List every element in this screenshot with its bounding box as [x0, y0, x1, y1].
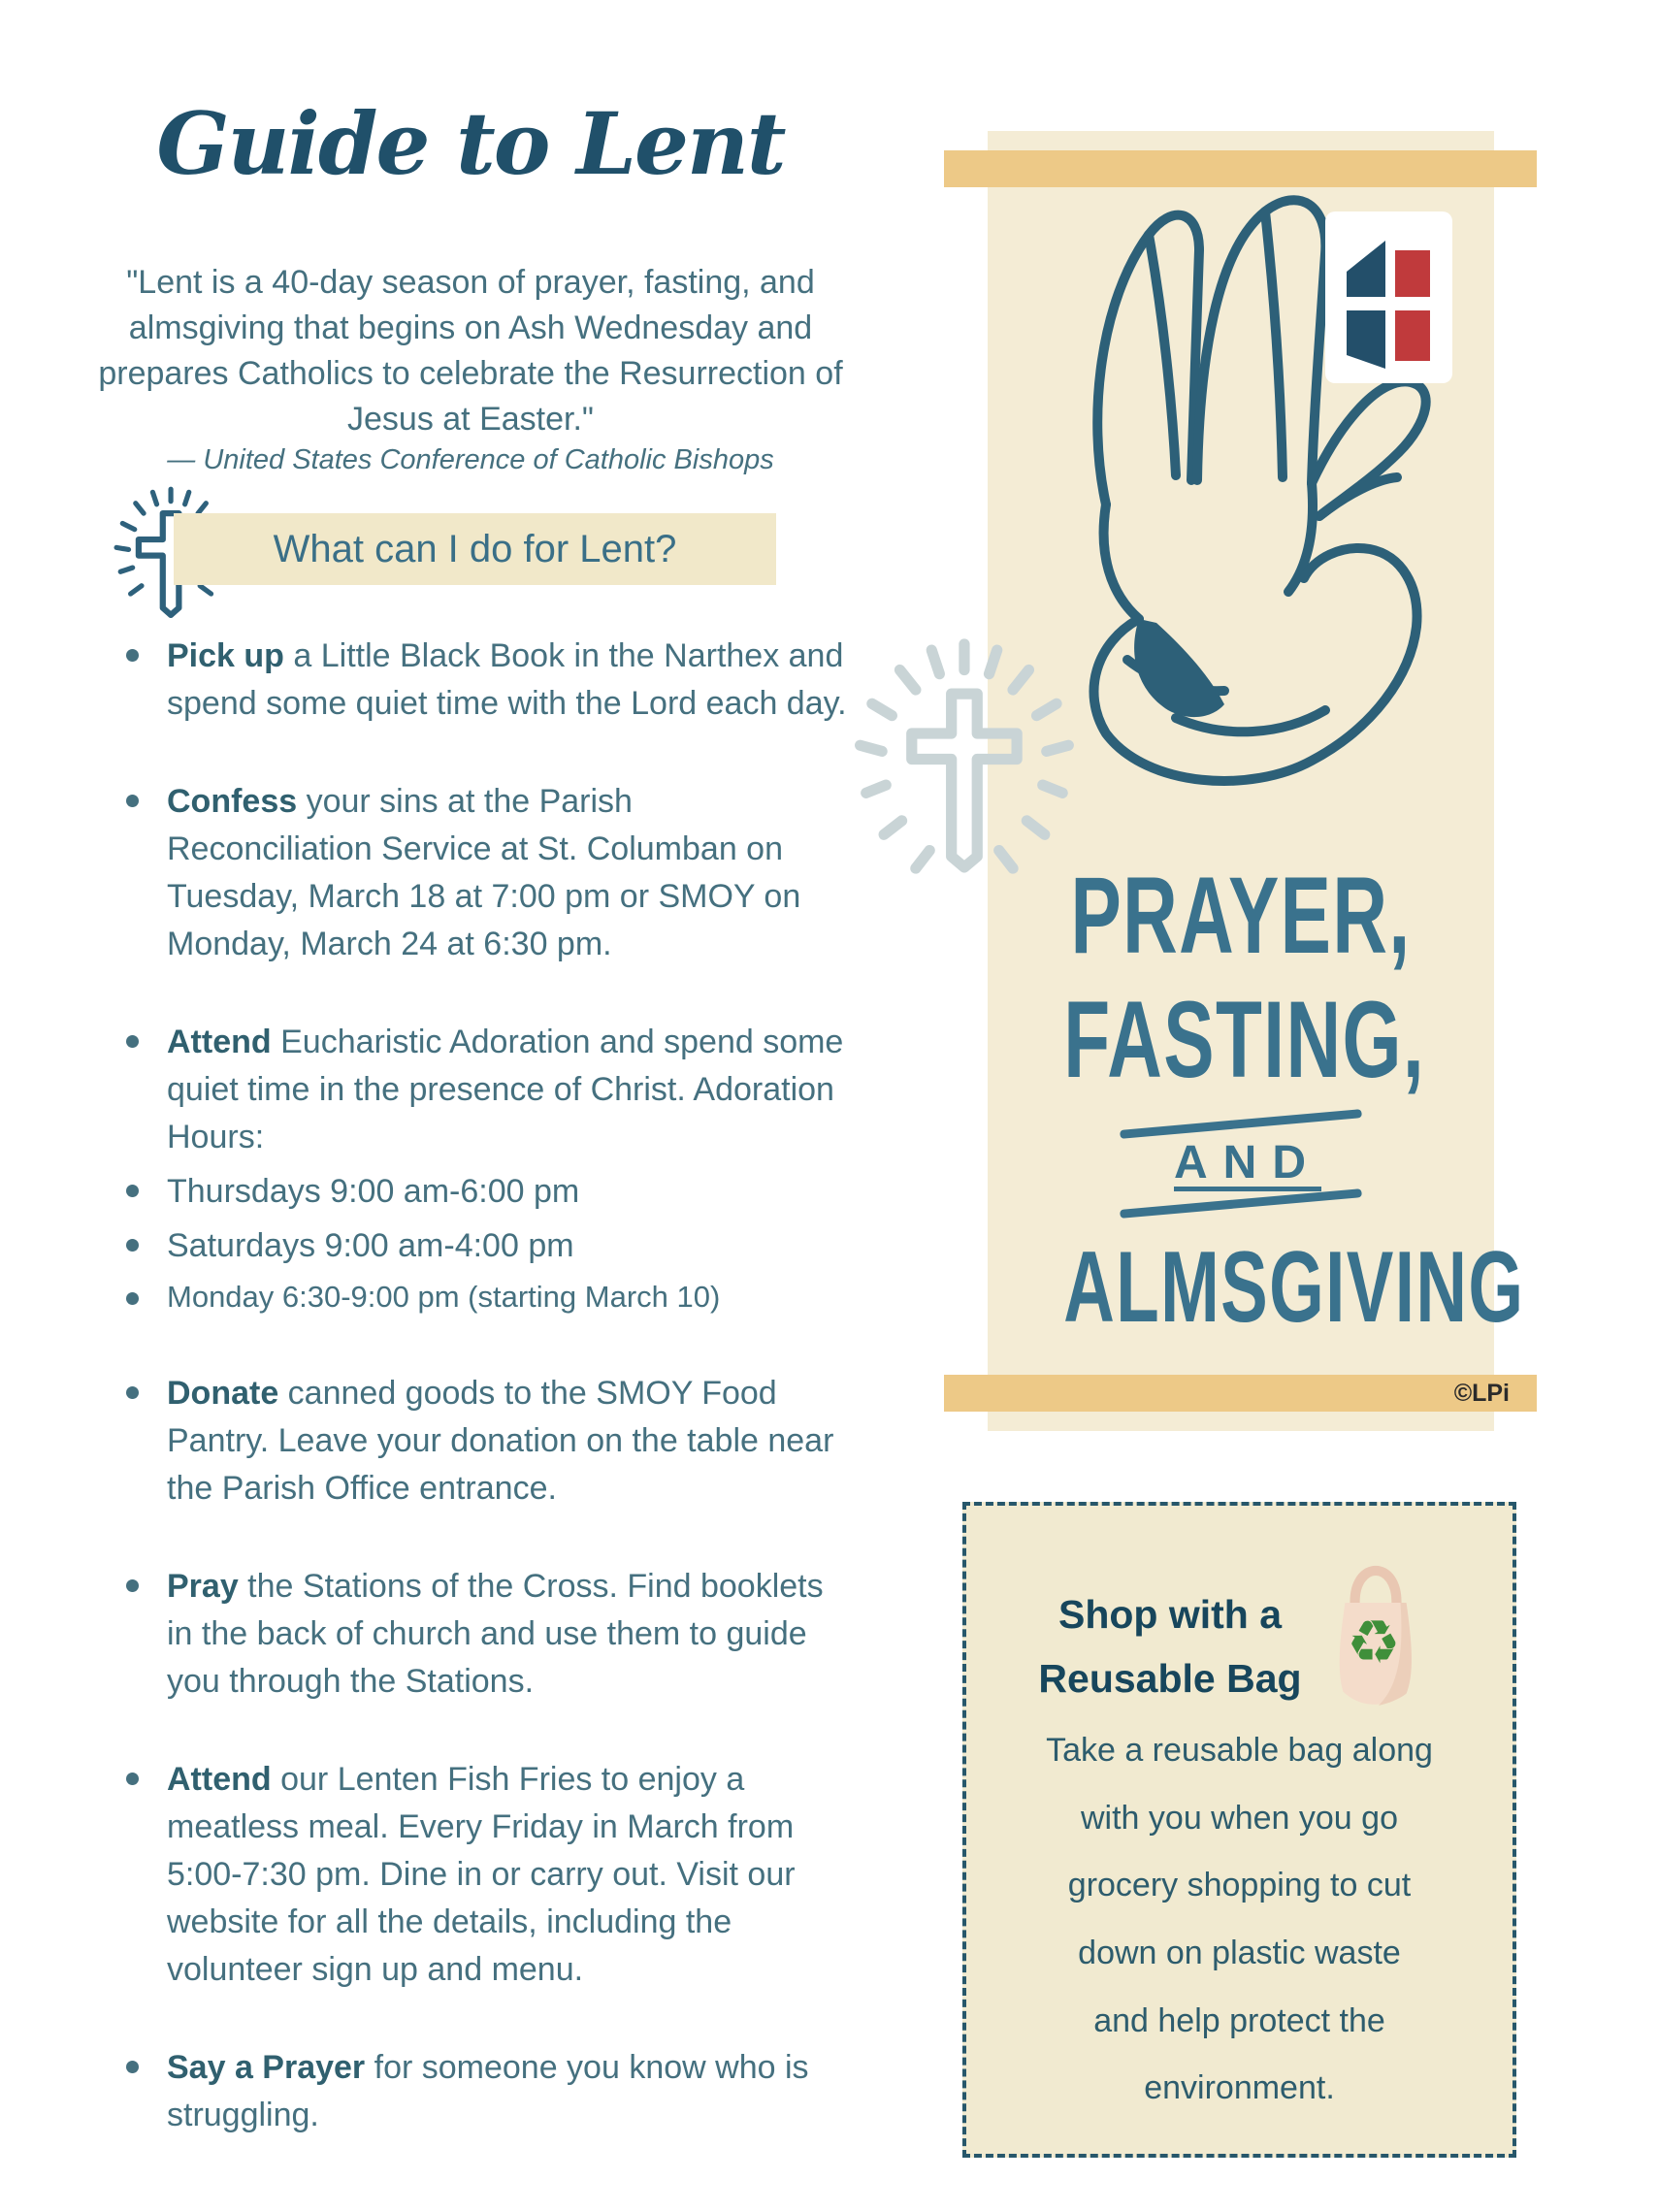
shop-body-line: and help protect the: [1093, 2001, 1385, 2039]
quote-line: almsgiving that begins on Ash Wednesday and: [128, 309, 813, 346]
shop-heading-line: Shop with a: [1057, 1592, 1283, 1637]
banner-word-prayer: PRAYER,: [1070, 855, 1412, 976]
list-item-lead: Pray: [167, 1567, 239, 1605]
list-item-lead: Donate: [167, 1375, 279, 1413]
list-item-text: for someone you know who is struggling.: [167, 2048, 809, 2133]
banner-word-almsgiving: ALMSGIVING: [1063, 1231, 1525, 1344]
list-item: [124, 1276, 847, 1319]
section-banner: What can I do for Lent?: [174, 513, 776, 585]
list-item: [124, 1370, 847, 1513]
list-item-text: canned goods to the SMOY Food Pantry. Leave your donation on the table near the Parish Office entrance.: [167, 1375, 834, 1508]
list-item-text: your sins at the Parish Reconciliation Service at St. Columban on Tuesday, March 18 at 7:00 pm or SMOY on Monday, March 24 at 6:30 pm.: [167, 782, 801, 962]
list-item-text: Eucharistic Adoration and spend some quiet time in the presence of Christ. Adoration Hours:: [167, 1023, 844, 1155]
list-item-text: Saturdays 9:00 am-4:00 pm: [167, 1226, 574, 1264]
list-item-lead: Say a Prayer: [167, 2048, 366, 2086]
list-item-text: our Lenten Fish Fries to enjoy a meatless meal. Every Friday in March from 5:00-7:30 pm. Dine in or carry out. Visit our website for all the details, including the volunteer sign up and menu.: [167, 1760, 796, 1988]
shop-box-body: [966, 1717, 1513, 2123]
list-item-lead: Attend: [167, 1760, 272, 1798]
list-item-text: a Little Black Book in the Narthex and spend some quiet time with the Lord each day.: [167, 637, 847, 722]
list-item-text: the Stations of the Cross. Find booklets in the back of church and use them to guide you through the Stations.: [167, 1567, 824, 1700]
slanted-rule-top: [1120, 1109, 1362, 1139]
quote-line: Jesus at Easter.": [347, 400, 594, 438]
list-item: [124, 1168, 847, 1216]
slanted-rule-bottom: [1120, 1188, 1362, 1219]
reusable-bag-icon: [1321, 1543, 1430, 1722]
recycle-icon: ♻: [1347, 1607, 1401, 1677]
shop-body-line: environment.: [1144, 2069, 1335, 2107]
scroll-banner-text: [988, 855, 1525, 1344]
shop-heading-line: Reusable Bag: [1038, 1655, 1302, 1701]
list-item-lead: Pick up: [167, 637, 284, 674]
page-title: Guide to Lent: [156, 93, 785, 194]
list-item-lead: Attend: [167, 1023, 272, 1060]
scroll-bottom-bar: [944, 1375, 1537, 1412]
lent-quote: [68, 260, 873, 442]
shop-body-line: Take a reusable bag along: [1046, 1732, 1433, 1769]
list-item-lead: Confess: [167, 782, 298, 820]
quote-attribution: — United States Conference of Catholic Bishops: [167, 444, 774, 475]
list-item: [124, 1563, 847, 1706]
church-door-cross-logo: [1325, 211, 1452, 388]
banner-word-fasting: FASTING,: [1063, 979, 1426, 1100]
quote-line: prepares Catholics to celebrate the Resurrection of: [98, 354, 843, 392]
list-item: [124, 1019, 847, 1161]
banner-word-and: AND: [1174, 1137, 1321, 1188]
reusable-bag-callout-box: [962, 1502, 1516, 2158]
shop-body-line: down on plastic waste: [1078, 1935, 1401, 1972]
banner-word-and-group: [1120, 1120, 1362, 1208]
list-item: [124, 1756, 847, 1994]
list-item: [124, 633, 847, 728]
shop-box-heading: [1020, 1583, 1320, 1710]
shop-body-line: grocery shopping to cut: [1067, 1867, 1412, 1904]
list-item: [124, 1222, 847, 1270]
list-item: [124, 778, 847, 968]
list-item-text: Monday 6:30-9:00 pm (starting March 10): [167, 1280, 721, 1315]
credit-text: ©LPi: [1453, 1379, 1510, 1407]
lent-activity-list: [124, 633, 847, 2139]
list-item-text: Thursdays 9:00 am-6:00 pm: [167, 1172, 580, 1210]
quote-line: "Lent is a 40-day season of prayer, fasting, and: [126, 264, 815, 301]
list-item: [124, 2044, 847, 2139]
shop-body-line: with you when you go: [1081, 1799, 1398, 1837]
